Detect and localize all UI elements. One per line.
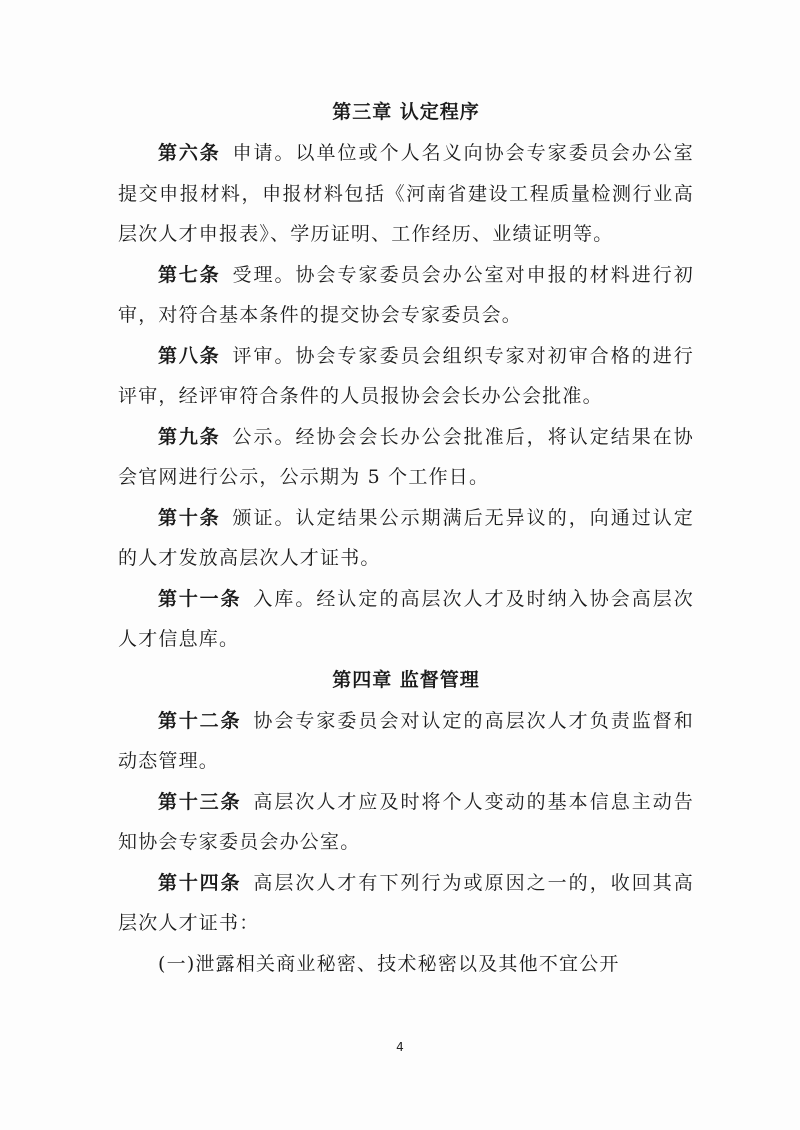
article-9-label: 第九条 bbox=[158, 425, 221, 448]
article-8 bbox=[118, 336, 694, 417]
document-body bbox=[118, 92, 694, 984]
article-6-text: 申请。以单位或个人名义向协会专家委员会办公室提交申报材料，申报材料包括《河南省建设工程质量检测行业高层次人才申报表》、学历证明、工作经历、业绩证明等。 bbox=[118, 142, 694, 245]
article-11-label: 第十一条 bbox=[158, 587, 242, 610]
article-13-text: 高层次人才应及时将个人变动的基本信息主动告知协会专家委员会办公室。 bbox=[118, 790, 694, 853]
article-11-text: 入库。经认定的高层次人才及时纳入协会高层次人才信息库。 bbox=[118, 587, 694, 650]
article-9-text: 公示。经协会会长办公会批准后，将认定结果在协会官网进行公示，公示期为 5 个工作日。 bbox=[118, 425, 694, 488]
article-13 bbox=[118, 782, 694, 863]
chapter-three-title: 第三章 认定程序 bbox=[332, 101, 480, 123]
article-12-label: 第十二条 bbox=[158, 709, 242, 732]
chapter-four-title: 第四章 监督管理 bbox=[332, 668, 480, 691]
article-14 bbox=[118, 863, 694, 944]
article-10-label: 第十条 bbox=[158, 506, 221, 529]
article-8-text: 评审。协会专家委员会组织专家对初审合格的进行评审，经评审符合条件的人员报协会会长办公会批准。 bbox=[118, 344, 694, 407]
article-7 bbox=[118, 255, 694, 336]
article-6 bbox=[118, 133, 694, 255]
article-7-text: 受理。协会专家委员会办公室对申报的材料进行初审，对符合基本条件的提交协会专家委员会。 bbox=[118, 263, 694, 326]
article-10 bbox=[118, 498, 694, 579]
article-13-label: 第十三条 bbox=[158, 790, 242, 813]
article-14-label: 第十四条 bbox=[158, 871, 242, 894]
article-14-text: 高层次人才有下列行为或原因之一的，收回其高层次人才证书： bbox=[118, 871, 694, 934]
article-7-label: 第七条 bbox=[158, 263, 221, 286]
page-number: 4 bbox=[396, 1040, 404, 1054]
article-10-text: 颁证。认定结果公示期满后无异议的，向通过认定的人才发放高层次人才证书。 bbox=[118, 506, 694, 569]
article-11 bbox=[118, 579, 694, 660]
article-12 bbox=[118, 701, 694, 782]
article-9 bbox=[118, 417, 694, 498]
article-12-text: 协会专家委员会对认定的高层次人才负责监督和动态管理。 bbox=[118, 709, 694, 772]
article-6-label: 第六条 bbox=[158, 142, 221, 164]
article-14-item-1: (一)泄露相关商业秘密、技术秘密以及其他不宜公开 bbox=[158, 952, 620, 975]
article-8-label: 第八条 bbox=[158, 344, 221, 367]
